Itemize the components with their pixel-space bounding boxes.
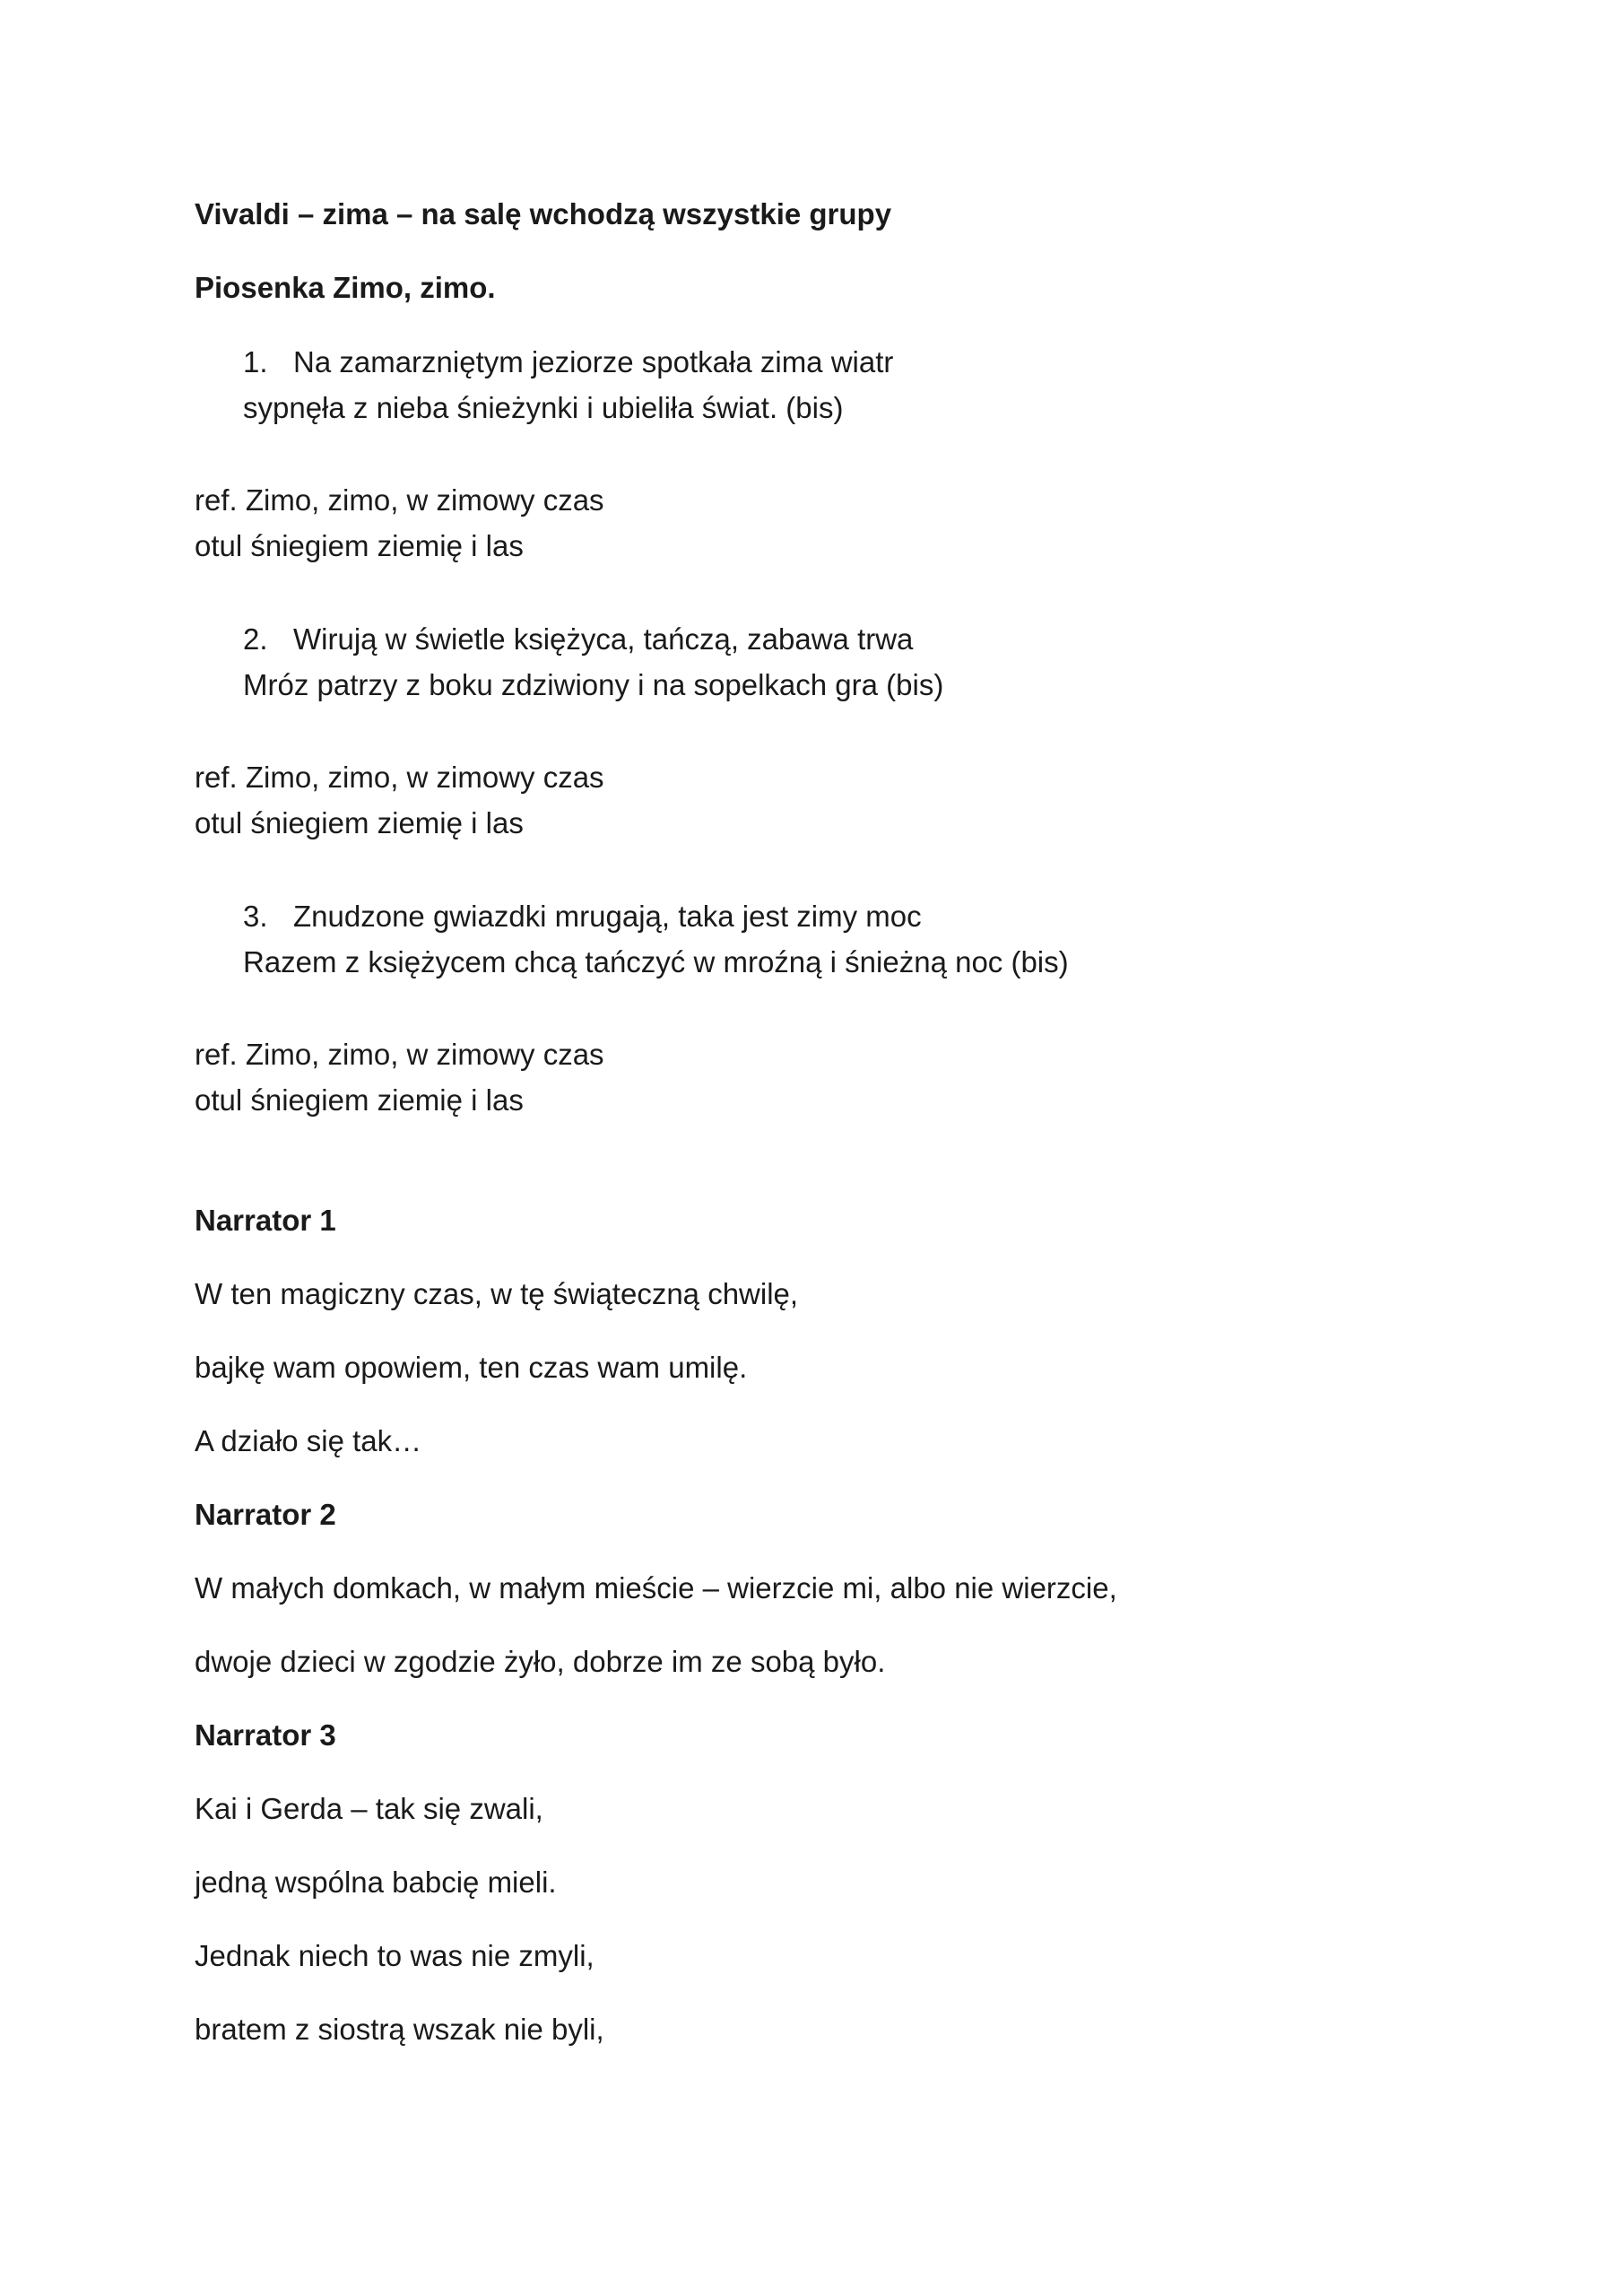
refrain-2-line-2: otul śniegiem ziemię i las: [195, 806, 524, 839]
narrator-1-line-3: A działo się tak…: [195, 1424, 422, 1457]
refrain-2-line-1: ref. Zimo, zimo, w zimowy czas: [195, 761, 604, 794]
narrator-3-line-2: jedną wspólna babcię mieli.: [195, 1866, 557, 1899]
narrator-1-line-1: W ten magiczny czas, w tę świąteczną chwilę,: [195, 1277, 799, 1310]
narrator-3-line-1: Kai i Gerda – tak się zwali,: [195, 1792, 543, 1825]
refrain-1-line-1: ref. Zimo, zimo, w zimowy czas: [195, 483, 604, 517]
verse-3-number: 3.: [243, 900, 268, 933]
narrator-2-line-2: dwoje dzieci w zgodzie żyło, dobrze im ze sobą było.: [195, 1645, 886, 1678]
narrator-2-line-1: W małych domkach, w małym mieście – wierzcie mi, albo nie wierzcie,: [195, 1571, 1117, 1605]
verse-2-text-1: Wirują w świetle księżyca, tańczą, zabawa trwa: [293, 622, 914, 656]
verse-1-number: 1.: [243, 345, 268, 378]
narrator-1-line-2: bajkę wam opowiem, ten czas wam umilę.: [195, 1351, 748, 1384]
scene-heading: Vivaldi – zima – na salę wchodzą wszystkie grupy: [195, 197, 892, 230]
verse-3-line-1: [243, 899, 922, 935]
narrator-3-line-3: Jednak niech to was nie zmyli,: [195, 1939, 595, 1972]
verse-3-line-2: Razem z księżycem chcą tańczyć w mroźną i śnieżną noc (bis): [243, 945, 1069, 978]
narrator-2-heading: Narrator 2: [195, 1498, 336, 1531]
verse-1-text-1: Na zamarzniętym jeziorze spotkała zima wiatr: [293, 345, 894, 378]
narrator-3-line-4: bratem z siostrą wszak nie byli,: [195, 2013, 604, 2046]
verse-1-line-1: [243, 344, 893, 380]
verse-1-line-2: sypnęła z nieba śnieżynki i ubieliła świat. (bis): [243, 391, 844, 424]
verse-2-line-2: Mróz patrzy z boku zdziwiony i na sopelkach gra (bis): [243, 668, 944, 701]
refrain-1-line-2: otul śniegiem ziemię i las: [195, 529, 524, 562]
verse-2-line-1: [243, 622, 913, 657]
verse-2-number: 2.: [243, 622, 268, 656]
refrain-3-line-2: otul śniegiem ziemię i las: [195, 1083, 524, 1117]
verse-3-text-1: Znudzone gwiazdki mrugają, taka jest zimy moc: [293, 900, 922, 933]
song-title: Piosenka Zimo, zimo.: [195, 271, 496, 304]
refrain-3-line-1: ref. Zimo, zimo, w zimowy czas: [195, 1038, 604, 1071]
narrator-3-heading: Narrator 3: [195, 1718, 336, 1752]
narrator-1-heading: Narrator 1: [195, 1204, 336, 1237]
